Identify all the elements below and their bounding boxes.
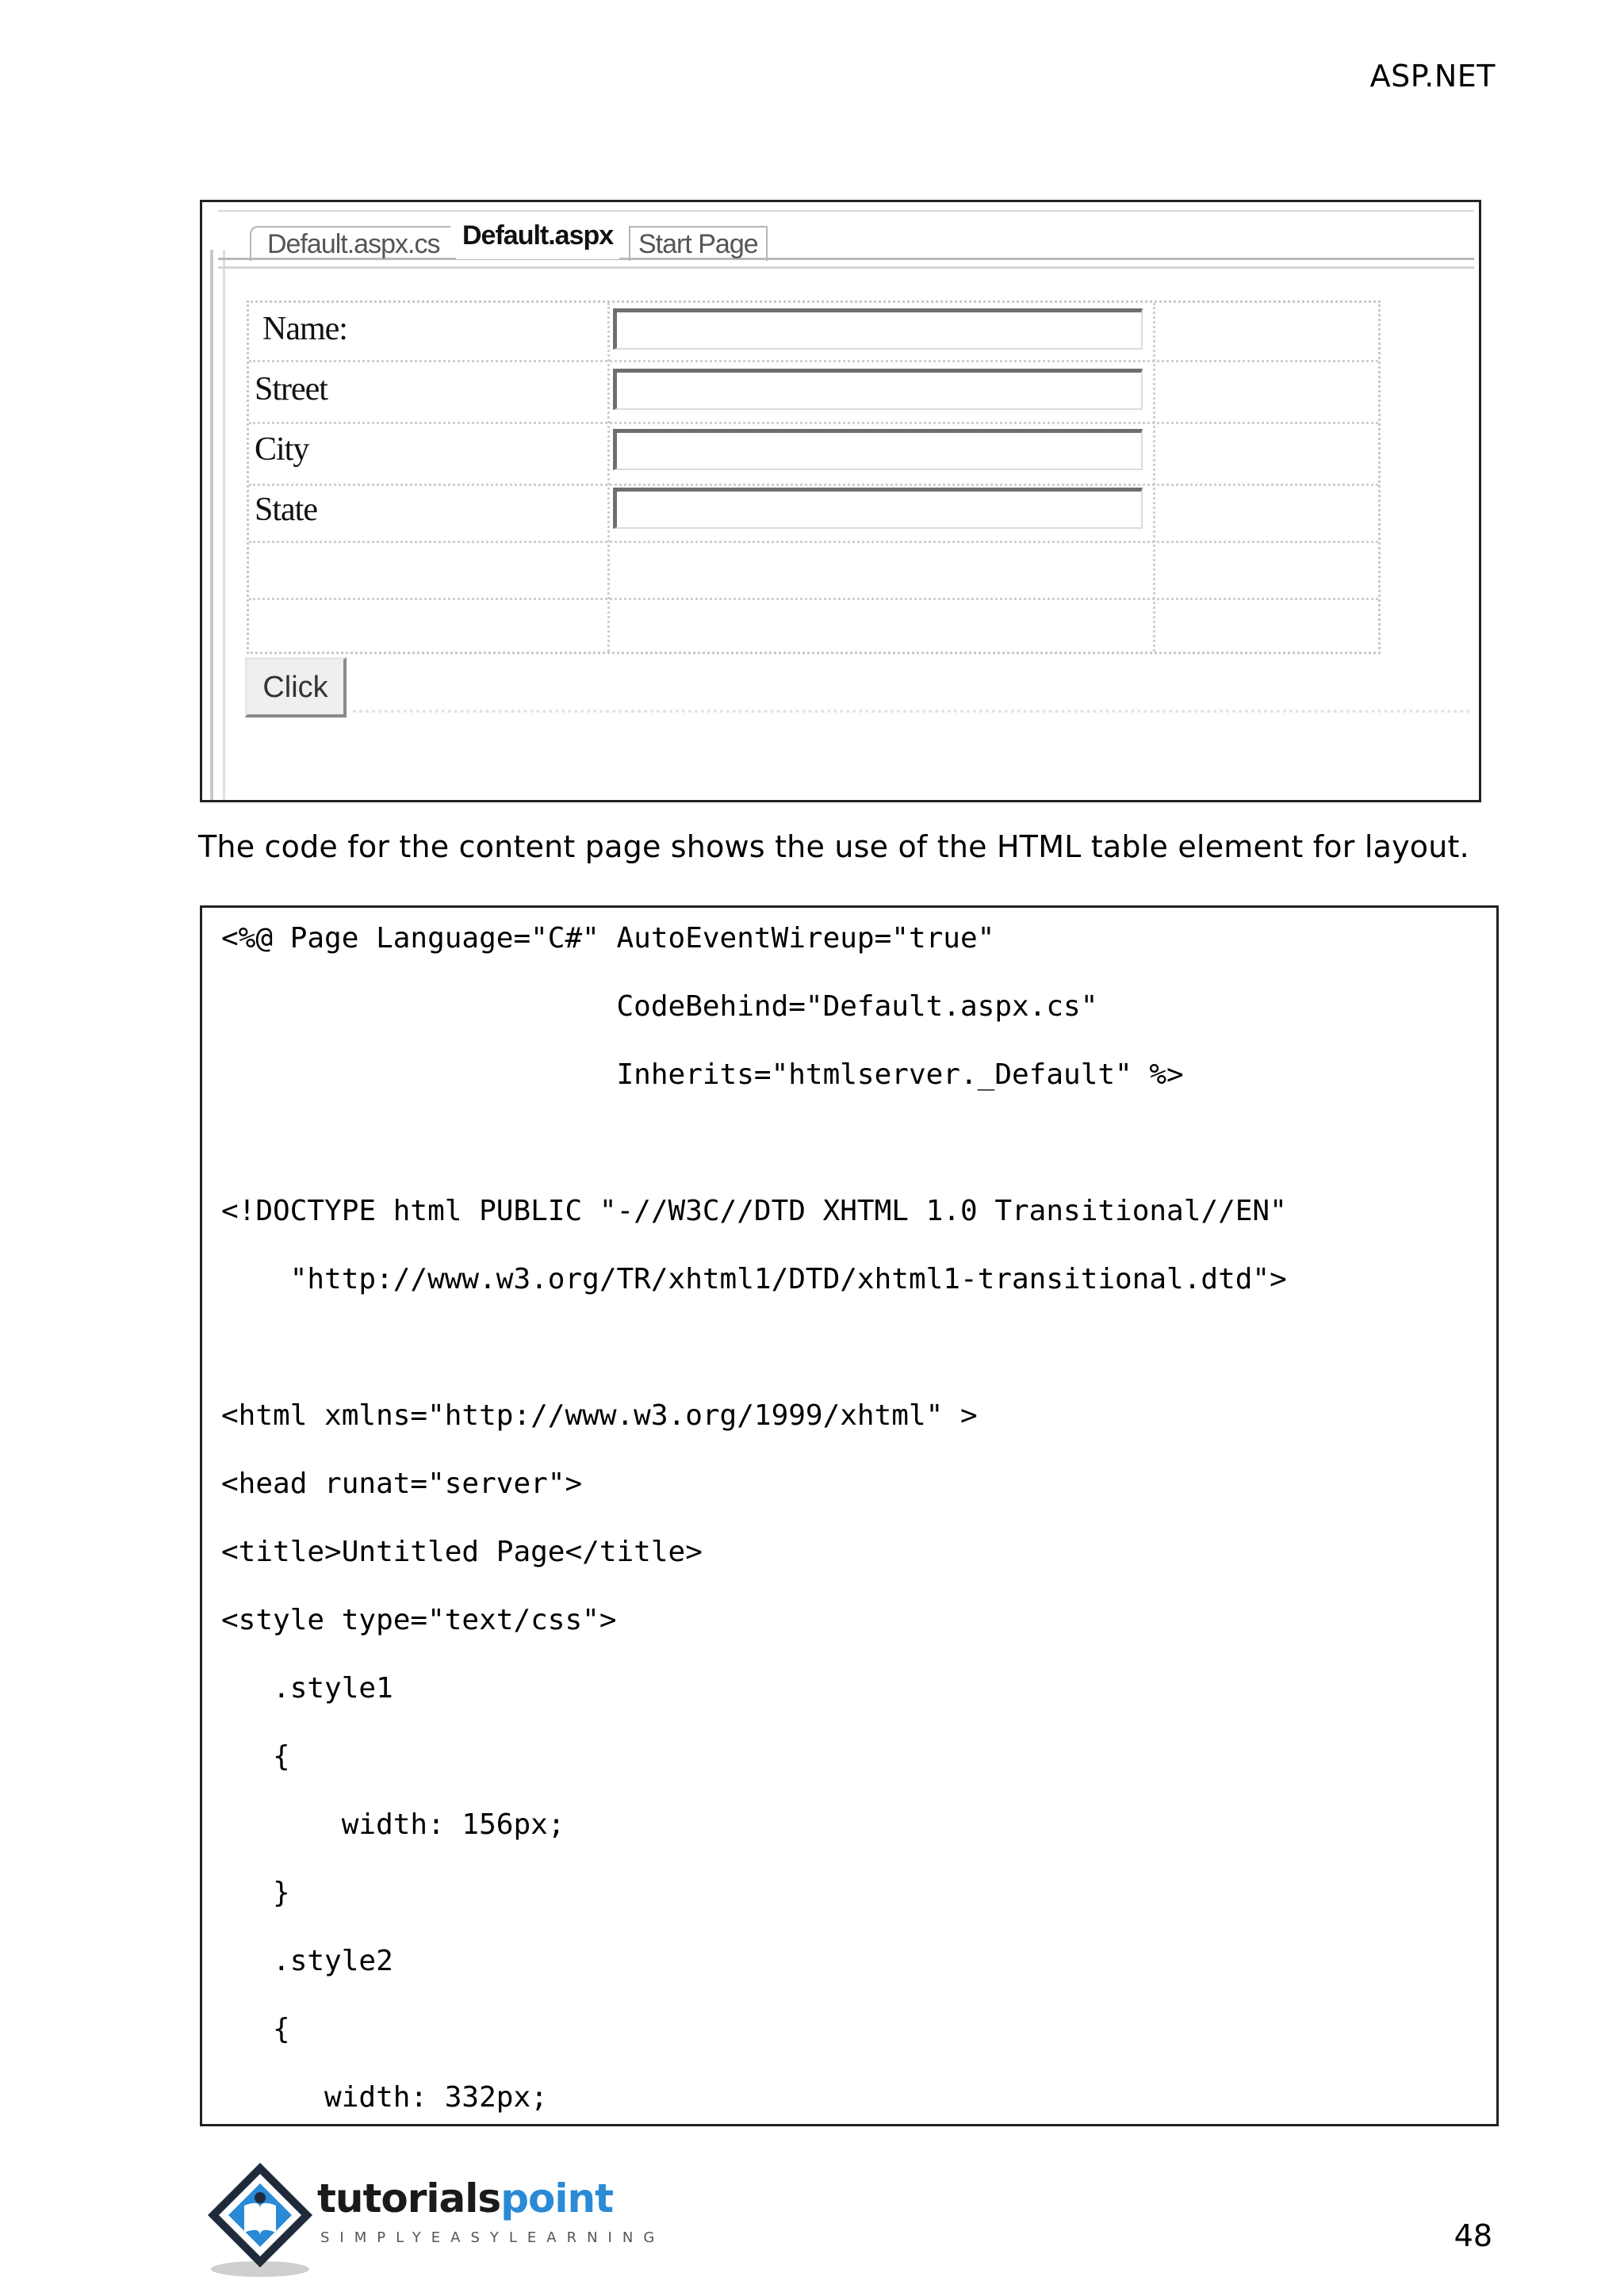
code-line: { <box>221 1740 290 1773</box>
page-number: 48 <box>1454 2218 1492 2253</box>
table-row-line <box>249 422 1378 424</box>
state-textbox[interactable] <box>613 488 1143 529</box>
table-row-line <box>249 360 1378 362</box>
street-textbox[interactable] <box>613 369 1143 410</box>
logo-word-tutorials: tutorials <box>317 2175 501 2221</box>
table-col-line <box>607 303 610 652</box>
code-listing <box>200 905 1499 2126</box>
logo-wordmark <box>317 2175 613 2221</box>
label-city: City <box>255 431 309 468</box>
logo-word-point: point <box>500 2175 613 2221</box>
code-line: } <box>221 1877 290 1909</box>
code-line: <html xmlns="http://www.w3.org/1999/xhtml" > <box>221 1399 978 1432</box>
code-line: Inherits="htmlserver._Default" %> <box>221 1058 1184 1091</box>
table-col-line <box>1153 303 1155 652</box>
tab-start-page[interactable]: Start Page <box>629 226 768 261</box>
table-row-line <box>249 484 1378 486</box>
logo-tagline: SIMPLYEASYLEARNING <box>320 2229 665 2246</box>
label-street: Street <box>255 371 327 408</box>
name-textbox[interactable] <box>613 308 1143 350</box>
design-surface <box>247 300 1381 654</box>
label-name: Name: <box>262 311 347 347</box>
city-textbox[interactable] <box>613 429 1143 470</box>
table-row-line <box>249 598 1378 600</box>
editor-tab-strip <box>218 210 1474 267</box>
code-line: <!DOCTYPE html PUBLIC "-//W3C//DTD XHTML 1.0 Transitional//EN" <box>221 1195 1287 1227</box>
code-line: .style2 <box>221 1945 393 1977</box>
table-row-line <box>249 541 1378 543</box>
designer-screenshot <box>200 200 1481 802</box>
code-line: width: 156px; <box>221 1808 565 1841</box>
logo-emblem-icon <box>200 2156 327 2283</box>
running-header: ASP.NET <box>1369 59 1496 94</box>
code-line: <title>Untitled Page</title> <box>221 1536 703 1568</box>
code-line: CodeBehind="Default.aspx.cs" <box>221 990 1098 1023</box>
code-line: "http://www.w3.org/TR/xhtml1/DTD/xhtml1-transitional.dtd"> <box>221 1263 1287 1295</box>
designer-left-margin <box>210 250 225 800</box>
code-line: <%@ Page Language="C#" AutoEventWireup="true" <box>221 922 995 955</box>
code-line: .style1 <box>221 1672 393 1705</box>
code-line: { <box>221 2013 290 2045</box>
tab-default-aspx-cs[interactable]: Default.aspx.cs <box>250 226 450 261</box>
click-button[interactable]: Click <box>245 657 347 718</box>
tutorialspoint-logo <box>200 2156 665 2283</box>
body-paragraph: The code for the content page shows the use of the HTML table element for layout. <box>198 829 1469 864</box>
designer-dotted-guide <box>353 710 1471 713</box>
code-line: <head runat="server"> <box>221 1468 583 1500</box>
tab-default-aspx[interactable]: Default.aspx <box>456 218 619 259</box>
label-state: State <box>255 492 317 528</box>
code-line: width: 332px; <box>221 2081 548 2114</box>
layout-table <box>247 300 1381 654</box>
code-line: <style type="text/css"> <box>221 1604 617 1636</box>
